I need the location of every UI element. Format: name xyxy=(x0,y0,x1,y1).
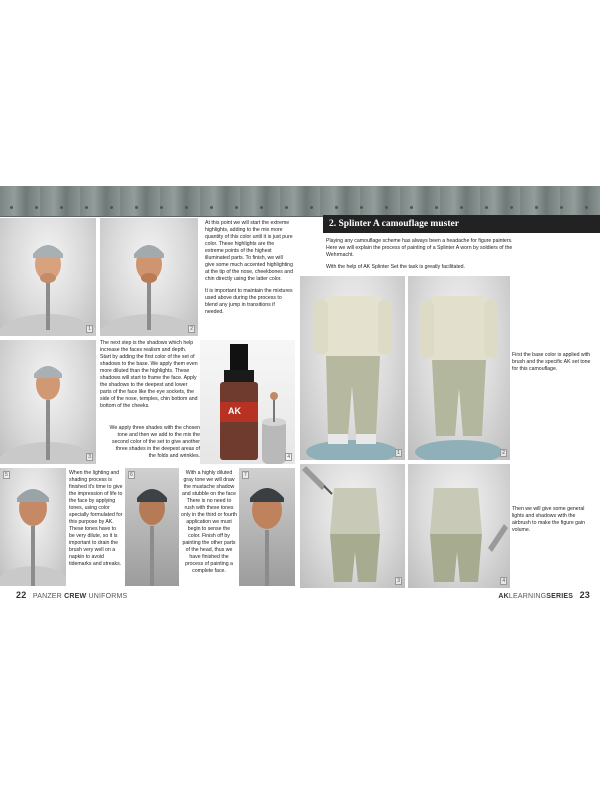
rivet xyxy=(185,206,188,209)
photo-number: 3 xyxy=(397,578,400,584)
head-photo-3 xyxy=(0,340,96,464)
figure-airbrush-icon xyxy=(300,464,405,588)
rivet xyxy=(110,206,113,209)
rivet xyxy=(285,206,288,209)
rivet xyxy=(35,206,38,209)
head-photo-1 xyxy=(0,218,96,336)
paragraph: We apply three shades with the chosen tone and then we add to the mix the second color of the set to give another three shades in the deepest areas of the folds and wrinkles. xyxy=(109,425,200,459)
figure-uniform-icon xyxy=(408,276,510,460)
rivet xyxy=(360,206,363,209)
text-shadows xyxy=(100,340,198,415)
photo-number: 4 xyxy=(502,578,505,584)
painted-head-icon xyxy=(125,468,179,586)
right-footer xyxy=(498,590,590,600)
footer-series-c: SERIES xyxy=(546,593,574,600)
left-page-number: 22 xyxy=(16,590,27,600)
rivet xyxy=(235,206,238,209)
rivet xyxy=(410,206,413,209)
photo-number: 4 xyxy=(287,454,290,460)
photo-number: 1 xyxy=(88,326,91,332)
photo-number: 2 xyxy=(502,450,505,456)
rivet xyxy=(310,206,313,209)
paragraph: With a highly diluted gray tone we will draw the mustache shadow and stubble on the face There is no need to rush with these tones only in the third or fourth application we must begin to sense the color. Finish off by painting the other parts of the head, thus we have finished the process of painting a complete face. xyxy=(181,470,237,574)
paint-bottle-photo xyxy=(200,340,295,464)
left-footer xyxy=(16,590,127,600)
photo-number: 7 xyxy=(244,472,247,478)
uniform-photo-4 xyxy=(408,464,510,588)
text-three-shades xyxy=(108,425,200,465)
rivet xyxy=(85,206,88,209)
paragraph: At this point we will start the extreme highlights, adding to the mix more quantity of this color until it is just pure color. These highlights are the extreme points of the highest illuminated parts. To finish, we will give some much accented highlighting at the tip of the nose, cheekbones and chin directly using the latter color. xyxy=(205,220,293,282)
rivet xyxy=(535,206,538,209)
right-page-number: 23 xyxy=(579,590,590,600)
paragraph: Then we will give some general lights and shadows with the airbrush to make the figure gain volume. xyxy=(512,506,585,533)
rivet xyxy=(460,206,463,209)
paragraph: First the base color is applied with brush and the specific AK set tone for this camouflage. xyxy=(512,352,591,372)
rivet xyxy=(560,206,563,209)
paragraph: With the help of AK Splinter Set the task is greatly facilitated. xyxy=(326,264,465,270)
text-gray-tone xyxy=(181,470,237,580)
rivet xyxy=(10,206,13,209)
photo-number: 5 xyxy=(5,472,8,478)
painted-head-icon xyxy=(0,218,96,336)
rivet xyxy=(435,206,438,209)
uniform-photo-2 xyxy=(408,276,510,460)
uniform-photo-3 xyxy=(300,464,405,588)
head-photo-5 xyxy=(0,468,66,586)
rivet xyxy=(585,206,588,209)
figure-airbrush-icon xyxy=(408,464,510,588)
rivet xyxy=(160,206,163,209)
photo-number: 3 xyxy=(88,454,91,460)
head-photo-2 xyxy=(100,218,198,336)
rivet xyxy=(485,206,488,209)
footer-title-a: PANZER xyxy=(32,593,62,600)
metal-banner xyxy=(0,186,600,217)
paint-bottle-icon xyxy=(200,340,295,464)
text-highlights xyxy=(205,220,293,321)
text-lighting xyxy=(69,470,123,573)
painted-head-icon xyxy=(100,218,198,336)
head-photo-6 xyxy=(125,468,179,586)
footer-series-a: AK xyxy=(498,593,509,600)
rivet xyxy=(335,206,338,209)
rivet xyxy=(135,206,138,209)
rivet xyxy=(510,206,513,209)
photo-number: 6 xyxy=(130,472,133,478)
photo-number: 1 xyxy=(397,450,400,456)
rivet xyxy=(60,206,63,209)
head-photo-7 xyxy=(239,468,295,586)
rivet xyxy=(260,206,263,209)
text-base-color xyxy=(512,352,592,378)
rivet xyxy=(385,206,388,209)
photo-number: 2 xyxy=(190,326,193,332)
footer-series-b: LEARNING xyxy=(508,593,547,600)
paragraph: When the lighting and shading process is finished it's time to give the impression of life to the face by applying tones, using color specially formulated for this purpose by AK. These tones have to be very dilute, so it is important to drain the brush very well on a napkin to avoid tidemarks and streaks. xyxy=(69,470,123,567)
rivet xyxy=(210,206,213,209)
paragraph: The next step is the shadows which help increase the faces realism and depth. Start by adding the first color of the set of shadows to the base. We apply them even more diluted than the highlights. These shadows will start to frame the face. Apply the shadows to the deepest and lower parts of the face like the eye sockets, the side of the nose, temples, chin bottom and bottom of the cheeks. xyxy=(100,340,198,409)
footer-title-b: CREW xyxy=(64,593,87,600)
painted-head-icon xyxy=(239,468,295,586)
text-airbrush xyxy=(512,506,592,539)
painted-head-icon xyxy=(0,340,96,464)
paragraph: It is important to maintain the mixtures used above during the process to blend any jump in transitions if needed. xyxy=(205,288,293,315)
bottle-label: AK xyxy=(228,406,241,416)
figure-uniform-icon xyxy=(300,276,405,460)
paragraph: Playing any camouflage scheme has always been a headache for figure painters. Here we will explain the process of painting of a Splinter A worn by soldiers of the Wehrmacht. xyxy=(326,238,513,258)
text-intro xyxy=(326,238,521,276)
uniform-photo-1 xyxy=(300,276,405,460)
footer-title-c: UNIFORMS xyxy=(88,593,128,600)
painted-head-icon xyxy=(0,468,66,586)
section-heading: 2. Splinter A camouflage muster xyxy=(323,215,600,233)
